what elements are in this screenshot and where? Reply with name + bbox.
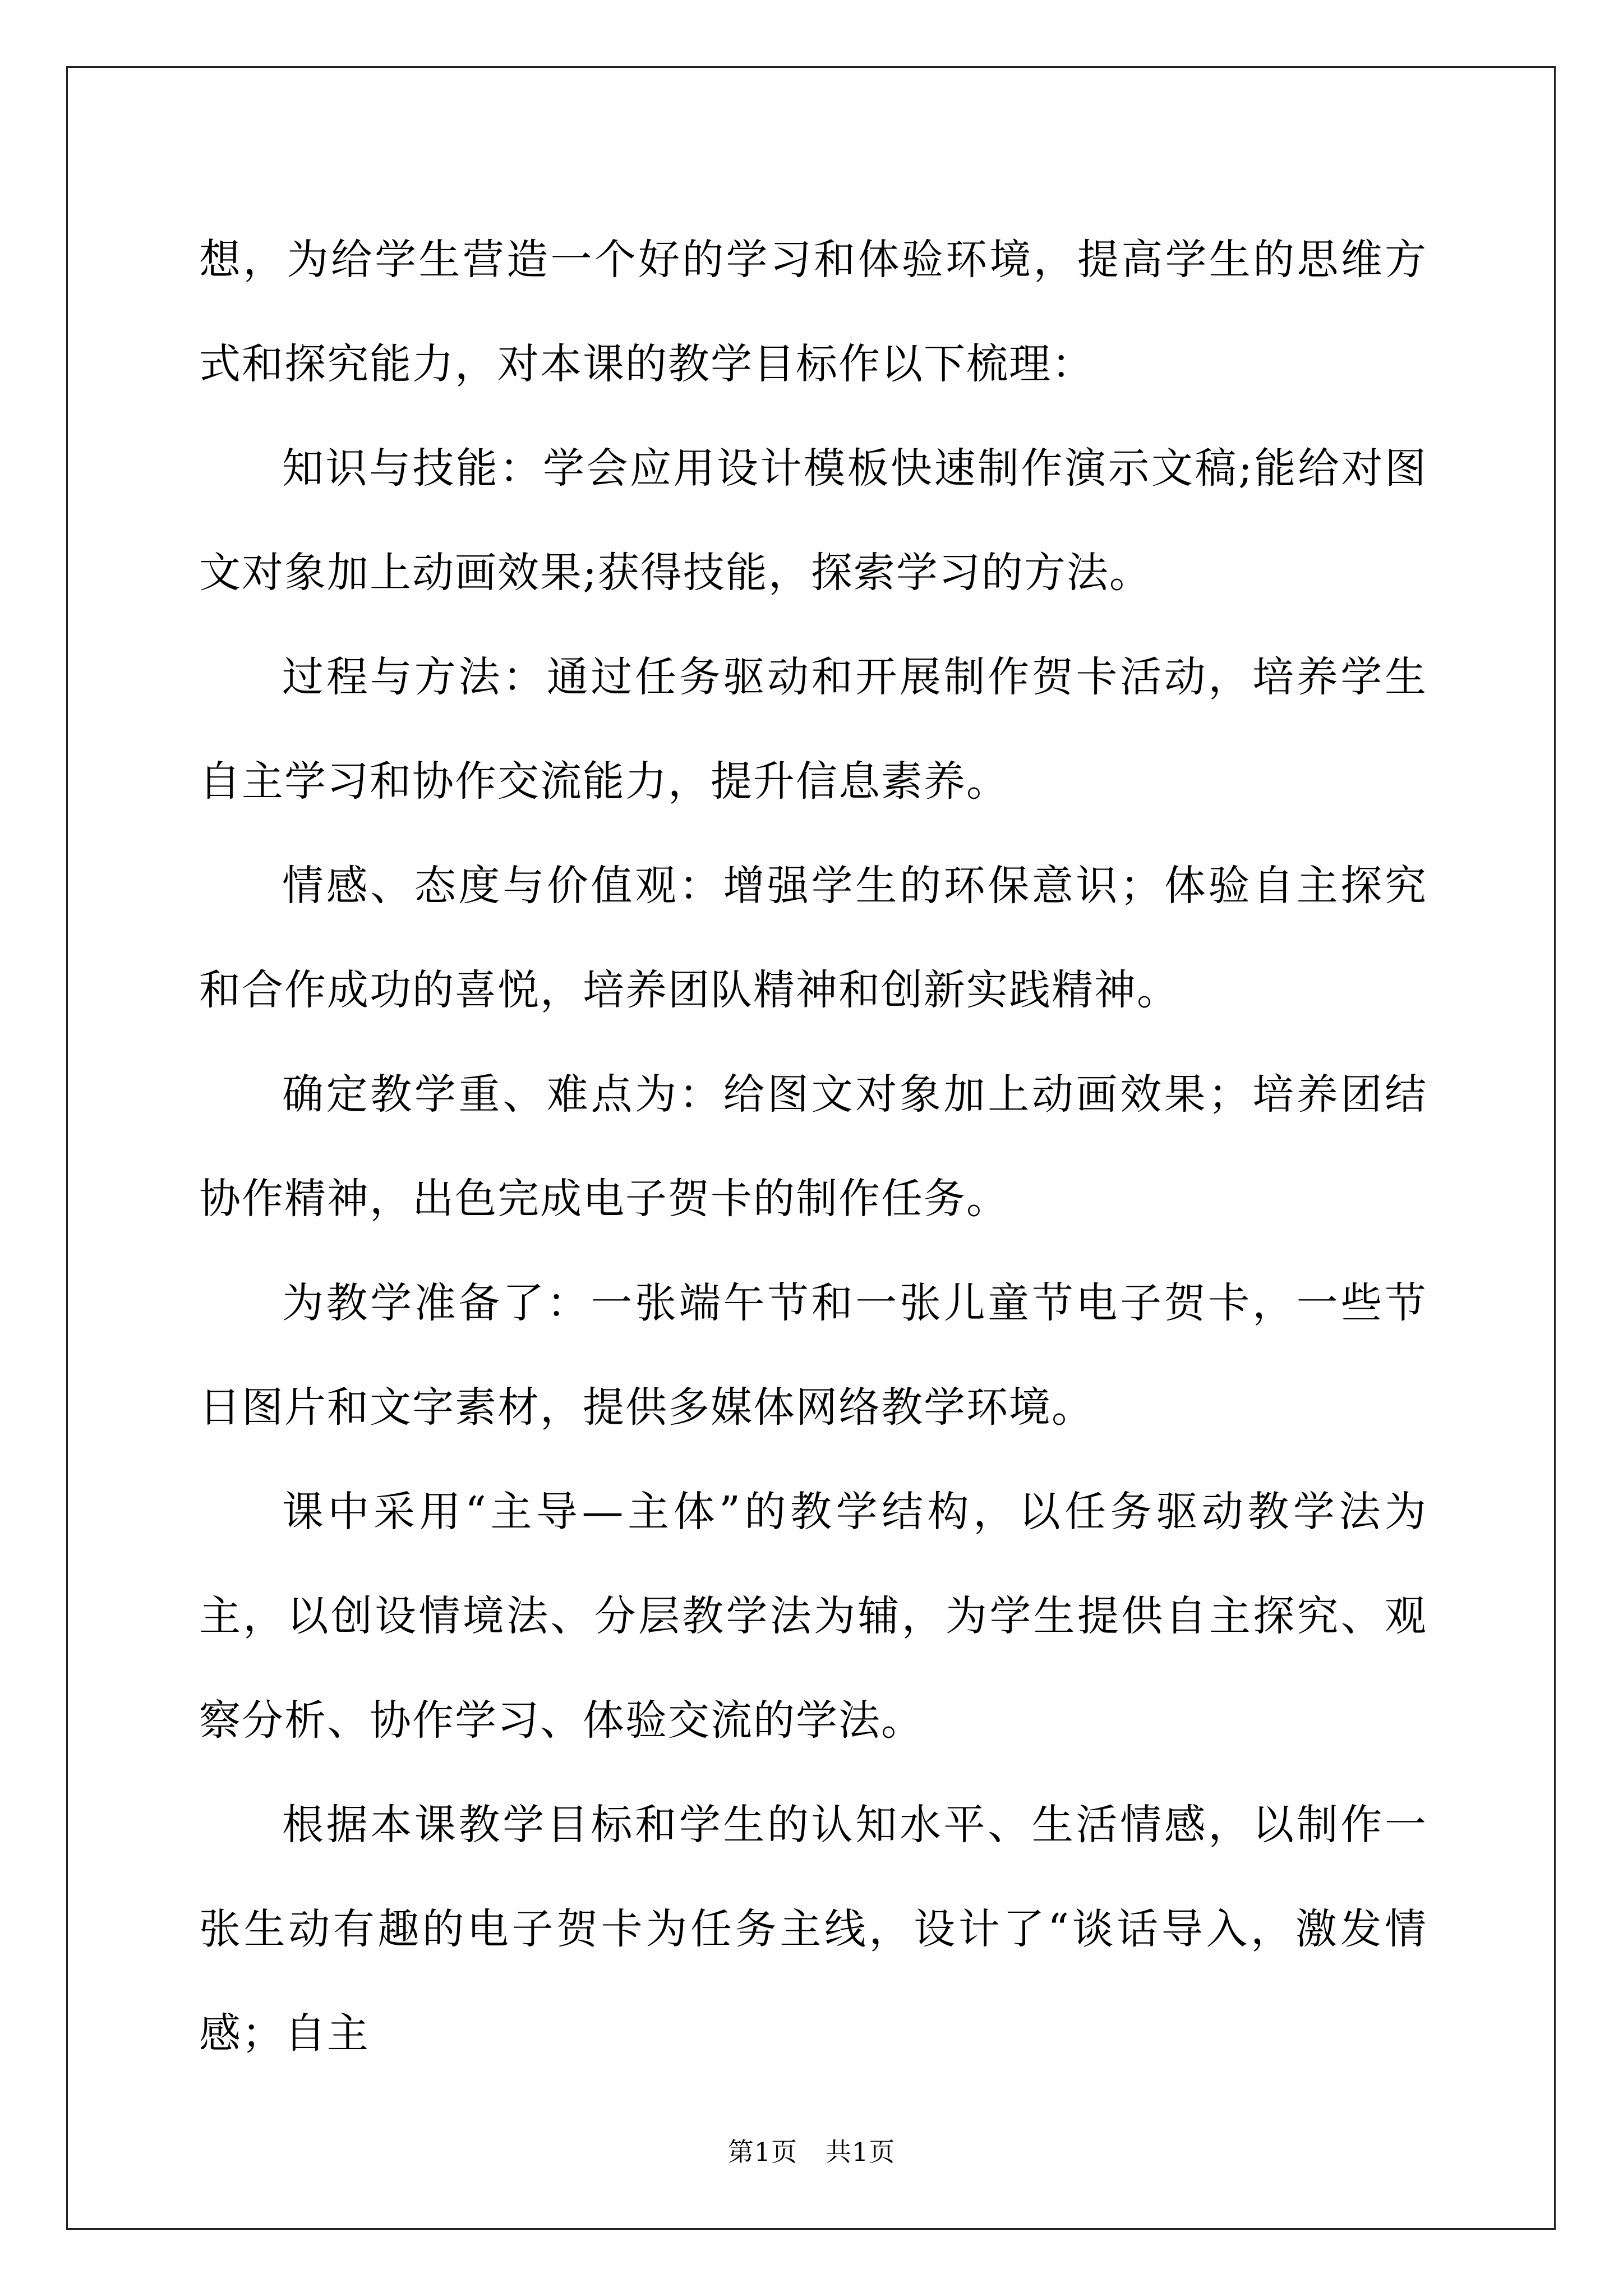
paragraph: 课中采用“主导—主体”的教学结构，以任务驱动教学法为主，以创设情境法、分层教学法为辅，为学生提供自主探究、观察分析、协作学习、体验交流的学法。 bbox=[199, 1488, 1427, 1745]
paragraph: 知识与技能：学会应用设计模板快速制作演示文稿;能给对图文对象加上动画效果;获得技能，探索学习的方法。 bbox=[199, 444, 1427, 597]
paragraph: 过程与方法：通过任务驱动和开展制作贺卡活动，培养学生自主学习和协作交流能力，提升信息素养。 bbox=[199, 653, 1427, 806]
page-number: 第1页 bbox=[727, 2137, 797, 2167]
page-footer bbox=[0, 2135, 1623, 2169]
document-body bbox=[199, 208, 1427, 2086]
page-total: 共1页 bbox=[826, 2137, 896, 2167]
paragraph: 根据本课教学目标和学生的认知水平、生活情感，以制作一张生动有趣的电子贺卡为任务主线，设计了“谈话导入，激发情感；自主 bbox=[199, 1801, 1427, 2058]
paragraph: 情感、态度与价值观：增强学生的环保意识；体验自主探究和合作成功的喜悦，培养团队精神和创新实践精神。 bbox=[199, 862, 1427, 1014]
paragraph: 想，为给学生营造一个好的学习和体验环境，提高学生的思维方式和探究能力，对本课的教学目标作以下梳理： bbox=[199, 236, 1427, 388]
paragraph: 为教学准备了：一张端午节和一张儿童节电子贺卡，一些节日图片和文字素材，提供多媒体网络教学环境。 bbox=[199, 1279, 1427, 1432]
paragraph: 确定教学重、难点为：给图文对象加上动画效果；培养团结协作精神，出色完成电子贺卡的制作任务。 bbox=[199, 1070, 1427, 1223]
